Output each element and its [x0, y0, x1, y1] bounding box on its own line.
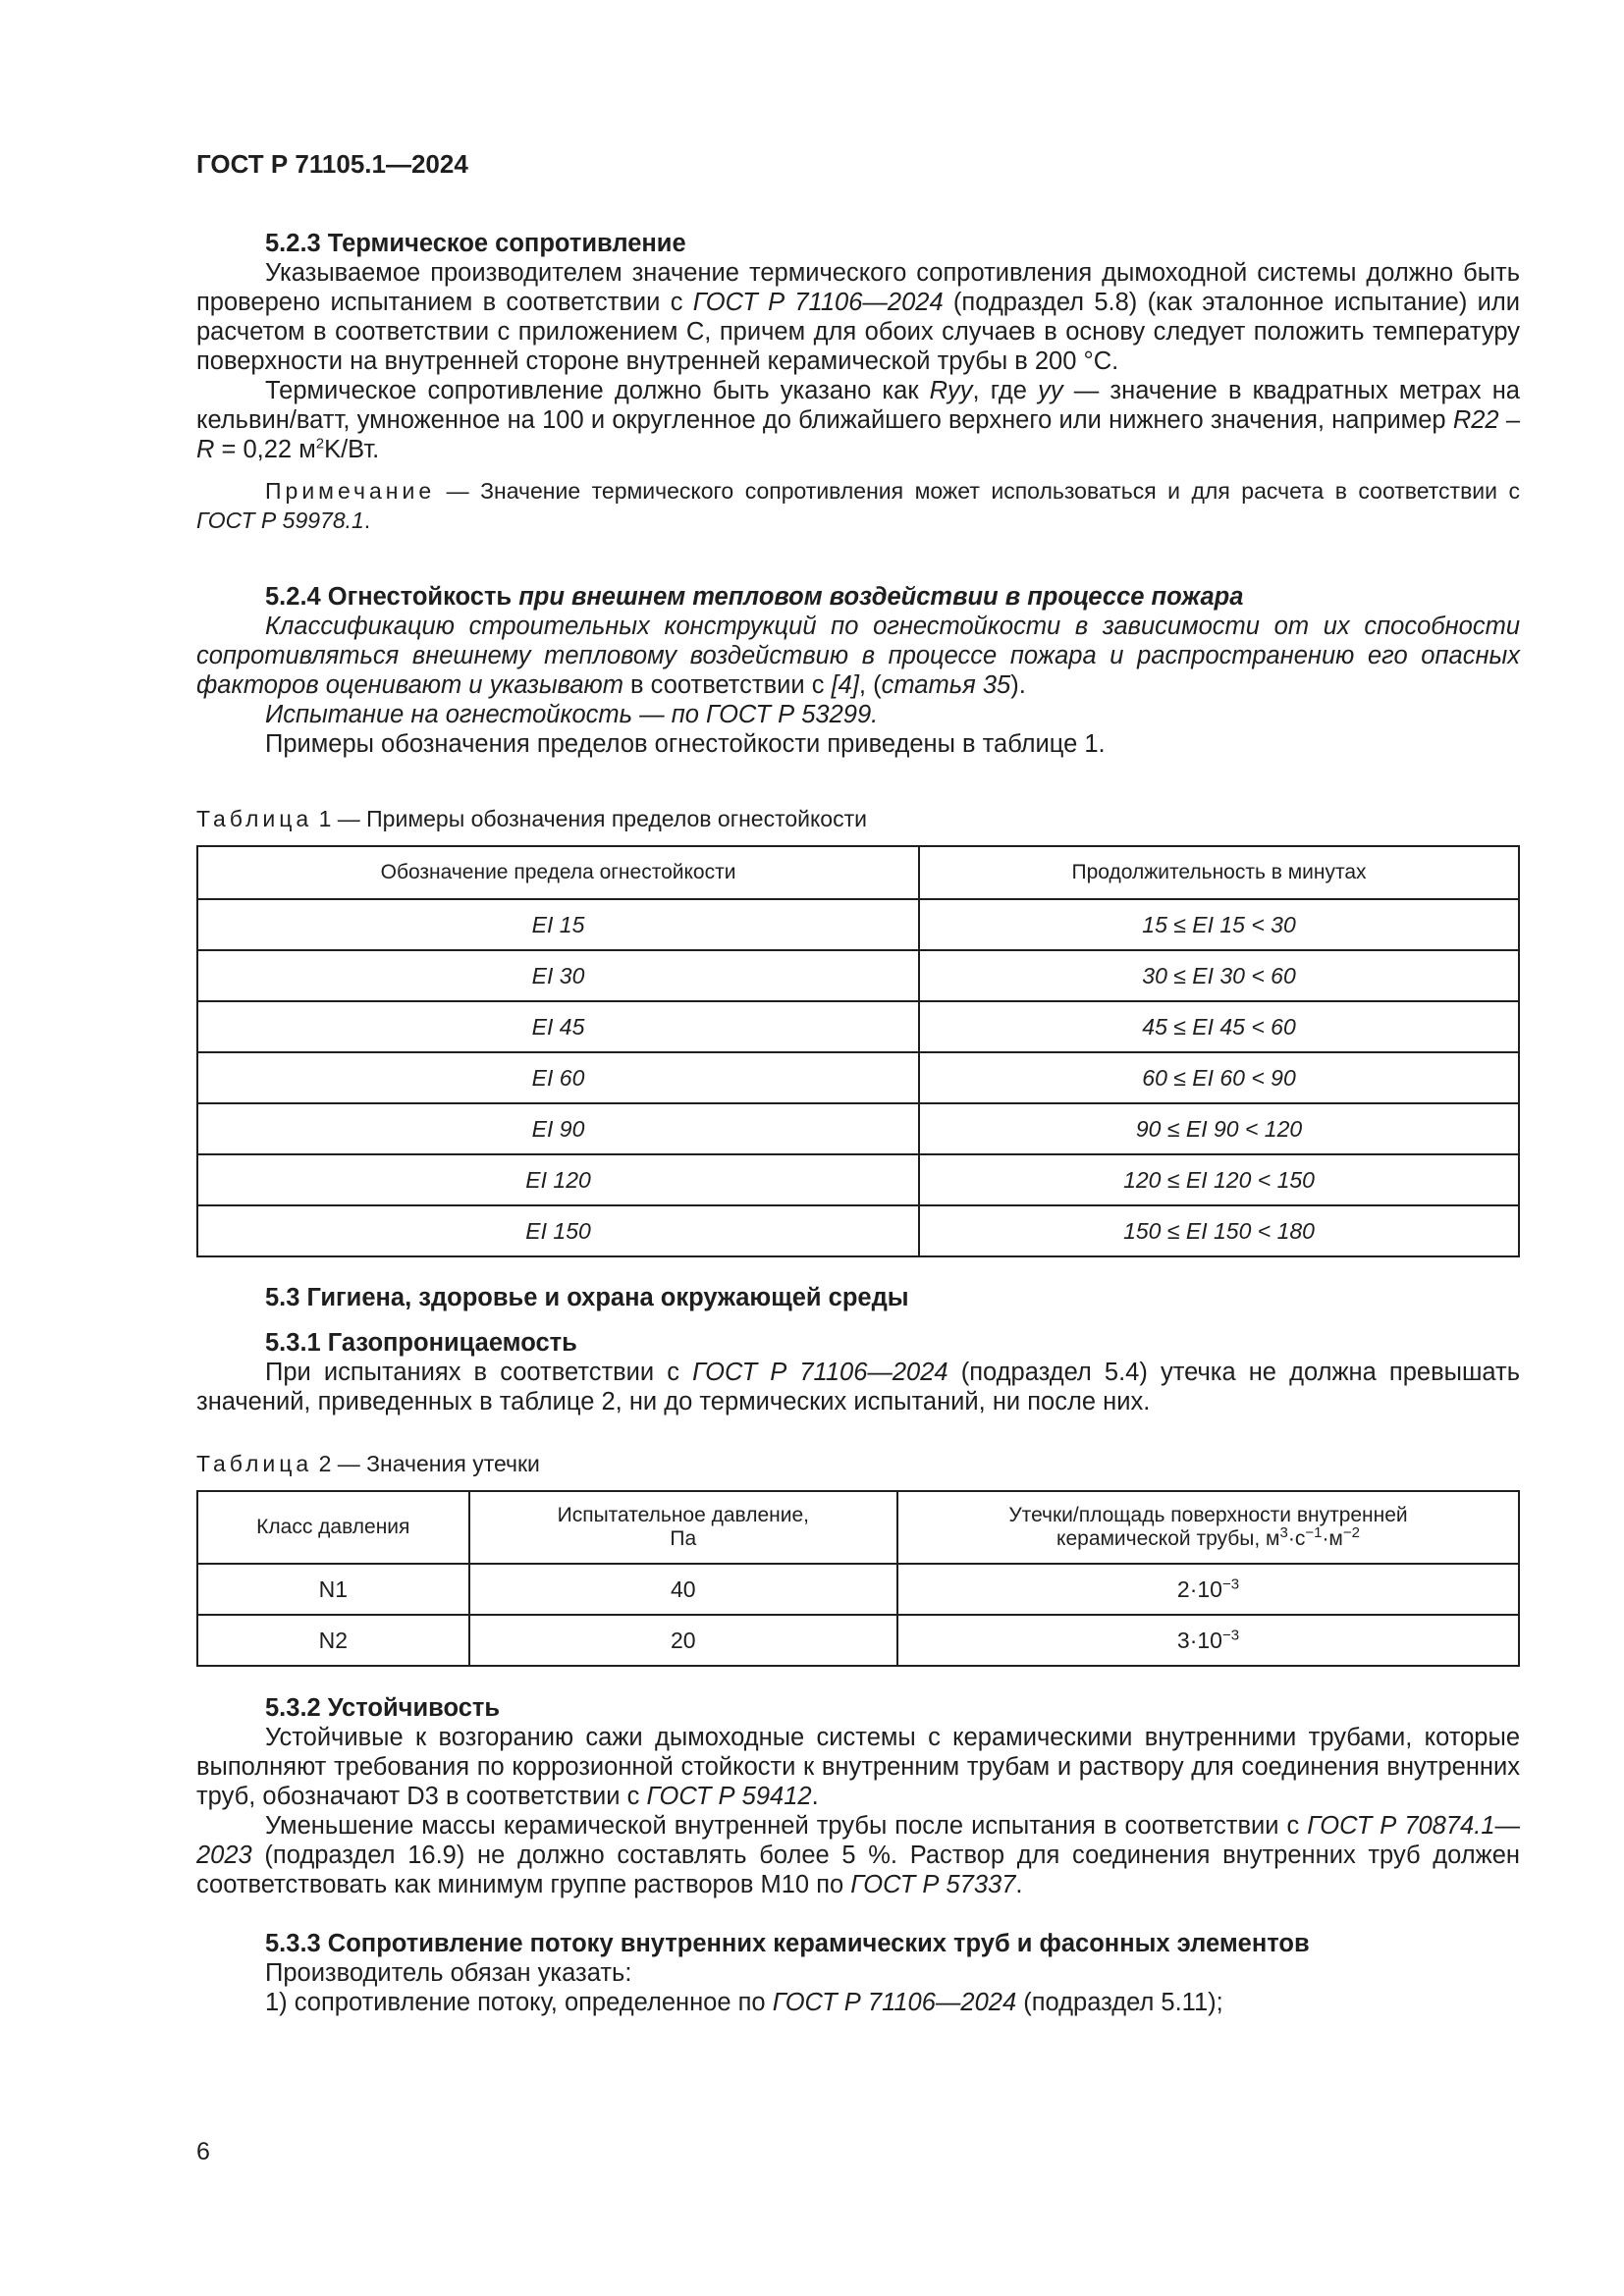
table-header-row: [197, 846, 1519, 899]
column-header: Утечки/площадь поверхности внутренней керамической трубы, $м^3\cdot с^{-1}\cdot м^{-2}$: [897, 1491, 1519, 1564]
section-5-2-3: [196, 229, 1520, 535]
table-cell: 45 ≤ EI 45 < 60: [919, 1001, 1519, 1052]
table-caption: Таблица 1 — Примеры обозначения пределов огнестойкости: [196, 806, 867, 831]
section-5-2-4: [196, 582, 1520, 759]
column-header: Испытательное давление, Па: [469, 1491, 897, 1564]
fire-resistance-table: [196, 845, 1520, 1257]
table-cell: EI 30: [197, 950, 919, 1001]
page-number: 6: [196, 2138, 210, 2165]
section-title: 5.3.2 Устойчивость: [265, 1694, 501, 1722]
column-header: Класс давления: [197, 1491, 469, 1564]
table-cell: $3\cdot 10^{-3}$: [897, 1615, 1519, 1666]
table-cell: EI 120: [197, 1154, 919, 1205]
table-cell: 15 ≤ EI 15 < 30: [919, 899, 1519, 950]
table-cell: EI 45: [197, 1001, 919, 1052]
table-cell: EI 150: [197, 1205, 919, 1256]
list-item: 1) сопротивление потоку, определенное по ГОСТ Р 71106—2024 (подраздел 5.11);: [265, 1989, 1223, 2016]
table-caption: Таблица 2 — Значения утечки: [196, 1451, 540, 1476]
table-row: [197, 1103, 1519, 1154]
table-row: [197, 1154, 1519, 1205]
section-title: 5.3.3 Сопротивление потоку внутренних керамических труб и фасонных элементов: [265, 1930, 1310, 1957]
table-cell: 40: [469, 1564, 897, 1615]
paragraph: Примеры обозначения пределов огнестойкости приведены в таблице 1.: [265, 730, 1106, 758]
section-title: 5.2.3 Термическое сопротивление: [265, 230, 686, 257]
table-cell: 120 ≤ EI 120 < 150: [919, 1154, 1519, 1205]
table-row: [197, 899, 1519, 950]
table-cell: N1: [197, 1564, 469, 1615]
column-header: Обозначение предела огнестойкости: [197, 846, 919, 899]
section-5-3-3: [196, 1929, 1520, 2017]
section-title: 5.3.1 Газопроницаемость: [265, 1329, 577, 1357]
table-row: [197, 1615, 1519, 1666]
paragraph: Испытание на огнестойкость — по ГОСТ Р 53299.: [265, 701, 879, 728]
table-row: [197, 1564, 1519, 1615]
table-cell: EI 90: [197, 1103, 919, 1154]
table-cell: 30 ≤ EI 30 < 60: [919, 950, 1519, 1001]
table-header-row: [197, 1491, 1519, 1564]
paragraph: Устойчивые к возгоранию сажи дымоходные системы с керамическими внутренними трубами, которые выполняют требования по коррозионной стойкости к внутренним трубам и раствору для соединения внутренних труб, обозначают D3 в соответствии с ГОСТ Р 59412.: [196, 1724, 1520, 1810]
table-row: [197, 1052, 1519, 1103]
paragraph: Термическое сопротивление должно быть указано как Ryy, где yy — значение в квадратных метрах на кельвин/ватт, умноженное на 100 и округленное до ближайшего верхнего или нижнего значения, например R22 – R = 0,22 $м^2K/Вт$.: [196, 377, 1520, 463]
section-5-3-2: [196, 1693, 1520, 1899]
table-cell: 90 ≤ EI 90 < 120: [919, 1103, 1519, 1154]
paragraph: Производитель обязан указать:: [265, 1959, 632, 1987]
paragraph: Классификацию строительных конструкций по огнестойкости в зависимости от их способности сопротивляться внешнему тепловому воздействию в процессе пожара и распространению его опасных факторов оценивают и указывают в соответствии с [4], (статья 35).: [196, 613, 1520, 699]
table-cell: EI 15: [197, 899, 919, 950]
table-row: [197, 950, 1519, 1001]
table-cell: 150 ≤ EI 150 < 180: [919, 1205, 1519, 1256]
column-header: Продолжительность в минутах: [919, 846, 1519, 899]
document-header: ГОСТ Р 71105.1—2024: [196, 149, 468, 179]
table-cell: N2: [197, 1615, 469, 1666]
paragraph: Уменьшение массы керамической внутренней трубы после испытания в соответствии с ГОСТ Р 70874.1—2023 (подраздел 16.9) не должно составлять более 5 %. Раствор для соединения внутренних труб должен соответствовать как минимум группе растворов М10 по ГОСТ Р 57337.: [196, 1812, 1520, 1898]
leakage-table: [196, 1490, 1520, 1667]
table-row: [197, 1205, 1519, 1256]
note: Примечание — Значение термического сопротивления может использоваться и для расчета в соответствии с ГОСТ Р 59978.1.: [196, 478, 1520, 533]
table-cell: $2\cdot 10^{-3}$: [897, 1564, 1519, 1615]
table-cell: 60 ≤ EI 60 < 90: [919, 1052, 1519, 1103]
table-cell: EI 60: [197, 1052, 919, 1103]
section-title: 5.3 Гигиена, здоровье и охрана окружающей среды: [265, 1284, 909, 1311]
section-5-3: [196, 1283, 1520, 1416]
paragraph: Указываемое производителем значение термического сопротивления дымоходной системы должно быть проверено испытанием в соответствии с ГОСТ Р 71106—2024 (подраздел 5.8) (как эталонное испытание) или расчетом в соответствии с приложением С, причем для обоих случаев в основу следует положить температуру поверхности на внутренней стороне внутренней керамической трубы в 200 °С.: [196, 259, 1520, 375]
table-cell: 20: [469, 1615, 897, 1666]
table-row: [197, 1001, 1519, 1052]
paragraph: При испытаниях в соответствии с ГОСТ Р 71106—2024 (подраздел 5.4) утечка не должна превышать значений, приведенных в таблице 2, ни до термических испытаний, ни после них.: [196, 1359, 1520, 1415]
section-title: 5.2.4 Огнестойкость при внешнем тепловом воздействии в процессе пожара: [265, 583, 1244, 611]
